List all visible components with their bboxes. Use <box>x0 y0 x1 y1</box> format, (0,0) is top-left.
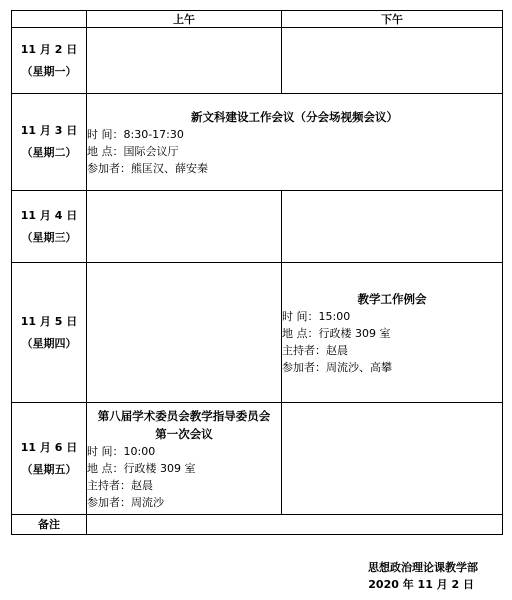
event-title: 教学工作例会 <box>357 291 427 306</box>
day-label <box>12 263 87 403</box>
department-signature: 思想政治理论课教学部 <box>368 561 478 574</box>
event-attendees: 参加者：周流沙 <box>87 495 164 509</box>
day-label <box>12 403 87 515</box>
day-label <box>12 28 87 94</box>
day-weekday: （星期五） <box>21 462 77 476</box>
day-weekday: （星期四） <box>21 336 77 350</box>
remarks-cell <box>87 515 503 535</box>
day-date: 11 月 3 日 <box>20 124 78 137</box>
morning-header: 上午 <box>87 11 282 28</box>
event-time: 时 间：8:30-17:30 <box>87 127 184 141</box>
day-weekday: （星期三） <box>21 230 77 244</box>
remarks-row <box>12 515 503 535</box>
day-date: 11 月 2 日 <box>20 42 78 56</box>
monday-afternoon-cell <box>282 28 503 94</box>
afternoon-header: 下午 <box>282 11 503 28</box>
event-attendees: 参加者：周流沙、高攀 <box>282 360 392 374</box>
corner-cell <box>12 11 87 28</box>
thursday-morning-cell <box>87 263 282 403</box>
monday-morning-cell <box>87 28 282 94</box>
schedule-table <box>11 10 503 535</box>
event-title-line2: 第一次会议 <box>155 426 213 441</box>
header-row <box>12 11 503 28</box>
event-host: 主持者：赵晨 <box>282 343 348 357</box>
event-place: 地 点：行政楼 309 室 <box>87 461 196 475</box>
day-row-wednesday <box>12 191 503 263</box>
event-place: 地 点：行政楼 309 室 <box>282 326 391 340</box>
day-row-tuesday <box>12 94 503 191</box>
day-row-monday <box>12 28 503 94</box>
event-place: 地 点：国际会议厅 <box>87 144 179 158</box>
day-label <box>12 191 87 263</box>
friday-morning-cell <box>87 403 282 515</box>
event-time: 时 间：15:00 <box>282 309 351 323</box>
day-row-thursday <box>12 263 503 403</box>
event-attendees: 参加者：熊匡汉、薛安秦 <box>87 161 208 175</box>
remarks-label: 备注 <box>12 515 87 535</box>
event-title: 新文科建设工作会议（分会场视频会议） <box>191 109 398 124</box>
day-date: 11 月 4 日 <box>20 208 78 222</box>
thursday-afternoon-cell <box>282 263 503 403</box>
day-date: 11 月 5 日 <box>20 314 78 328</box>
wednesday-afternoon-cell <box>282 191 503 263</box>
friday-afternoon-cell <box>282 403 503 515</box>
day-weekday: （星期一） <box>21 64 77 78</box>
day-row-friday <box>12 403 503 515</box>
tuesday-event-cell <box>87 94 503 191</box>
day-weekday: （星期二） <box>21 146 77 159</box>
day-date: 11 月 6 日 <box>20 440 78 454</box>
event-time: 时 间：10:00 <box>87 444 156 458</box>
event-title-line1: 第八届学术委员会教学指导委员会 <box>97 408 271 423</box>
issue-date: 2020 年 11 月 2 日 <box>368 578 474 591</box>
event-host: 主持者：赵晨 <box>87 478 153 492</box>
wednesday-morning-cell <box>87 191 282 263</box>
day-label <box>12 94 87 191</box>
